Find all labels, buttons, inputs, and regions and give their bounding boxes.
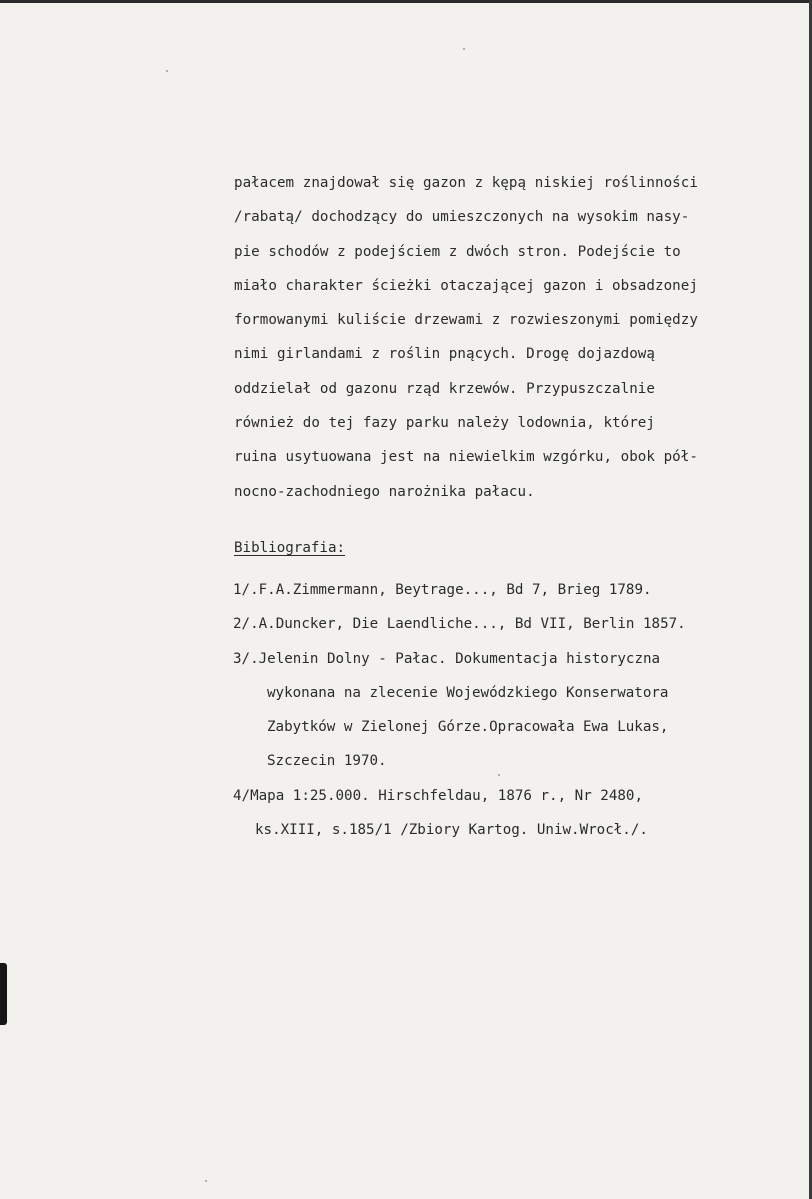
bibliography-heading: Bibliografia: xyxy=(234,540,346,556)
scan-frame-top xyxy=(0,0,812,3)
paragraph-line: pie schodów z podejściem z dwóch stron. Podejście to xyxy=(234,243,681,260)
bibliography-line: 3/.Jelenin Dolny - Pałac. Dokumentacja historyczna xyxy=(233,650,661,667)
scan-speck xyxy=(166,70,168,72)
paragraph-line: również do tej fazy parku należy lodownia, której xyxy=(234,415,655,432)
paragraph-line: /rabatą/ dochodzący do umieszczonych na wysokim nasy- xyxy=(234,209,690,226)
scan-speck xyxy=(205,1180,207,1182)
bibliography-line: 1/.F.A.Zimmermann, Beytrage..., Bd 7, Brieg 1789. xyxy=(233,582,652,598)
paragraph-line: ruina usytuowana jest na niewielkim wzgórku, obok pół- xyxy=(234,449,698,466)
paragraph-line: pałacem znajdował się gazon z kępą niskiej roślinności xyxy=(234,175,698,191)
bibliography-line: Zabytków w Zielonej Górze.Opracowała Ewa Lukas, xyxy=(267,719,669,736)
bibliography-list xyxy=(233,573,803,847)
paragraph-line: oddzielał od gazonu rząd krzewów. Przypuszczalnie xyxy=(234,380,655,397)
body-paragraph xyxy=(234,166,804,509)
scan-edge-mark xyxy=(0,963,7,1025)
bibliography-entry-3 xyxy=(233,642,803,779)
paragraph-line: nocno-zachodniego narożnika pałacu. xyxy=(234,483,535,500)
bibliography-entry-4 xyxy=(233,779,803,848)
bibliography-line: ks.XIII, s.185/1 /Zbiory Kartog. Uniw.Wrocł./. xyxy=(255,822,648,839)
paragraph-line: formowanymi kuliście drzewami z rozwieszonymi pomiędzy xyxy=(234,312,698,329)
scan-speck xyxy=(463,48,465,50)
bibliography-line: wykonana na zlecenie Wojewódzkiego Konserwatora xyxy=(267,684,669,701)
bibliography-entry-1 xyxy=(233,573,803,607)
bibliography-line: Szczecin 1970. xyxy=(267,753,387,770)
bibliography-line: 2/.A.Duncker, Die Laendliche..., Bd VII, Berlin 1857. xyxy=(233,616,686,633)
paragraph-line: miało charakter ścieżki otaczającej gazon i obsadzonej xyxy=(234,277,698,294)
bibliography-line: 4/Mapa 1:25.000. Hirschfeldau, 1876 r., Nr 2480, xyxy=(233,787,643,804)
paragraph-line: nimi girlandami z roślin pnących. Drogę dojazdową xyxy=(234,346,655,363)
bibliography-entry-2 xyxy=(233,607,803,641)
